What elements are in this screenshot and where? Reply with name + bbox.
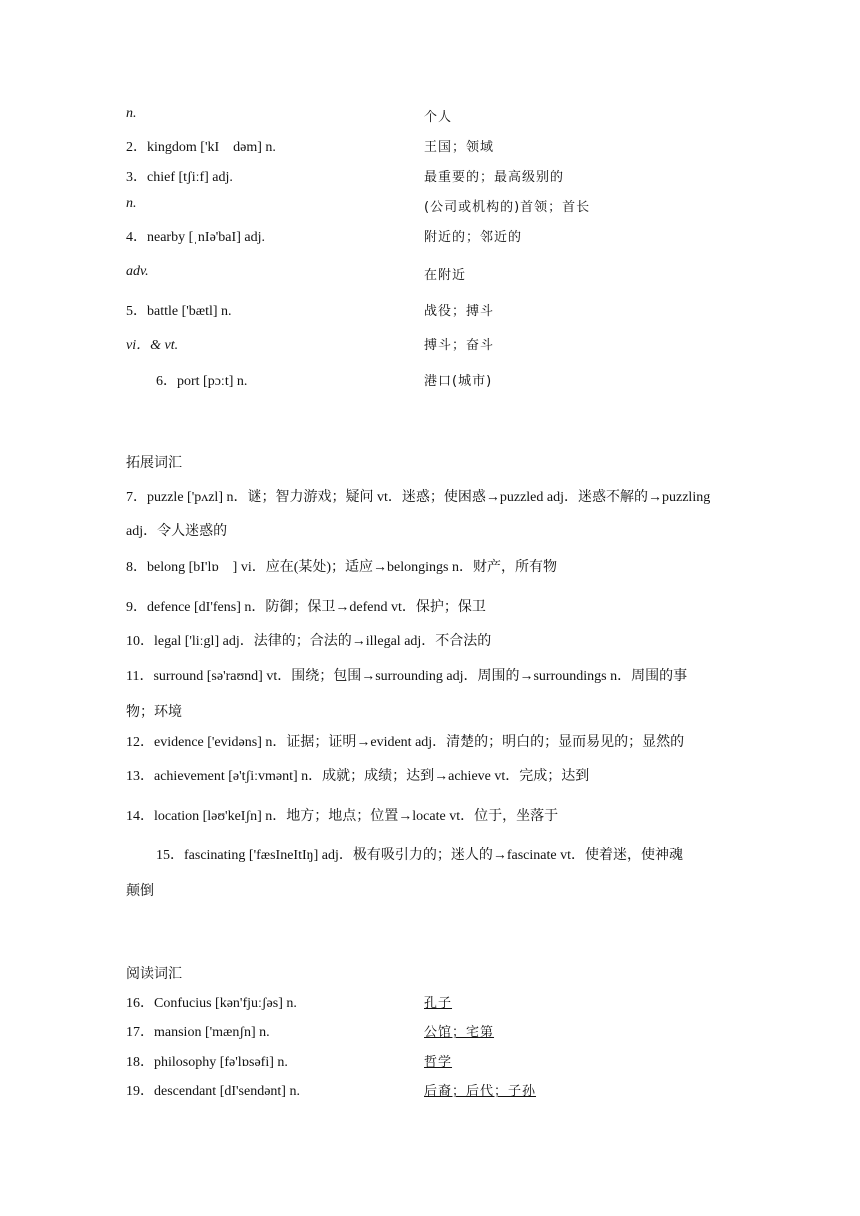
entry-confucius: 16．Confucius [kən'fjuːʃəs] n. <box>126 996 297 1011</box>
entry-location: 14．location [ləʊ'keIʃn] n．地方；地点；位置→locate vt．位于，坐落于 <box>126 809 559 824</box>
entry-fascinating: 15．fascinating ['fæsIneItIŋ] adj．极有吸引力的；迷人的→fascinate vt．使着迷，使神魂 <box>156 848 683 863</box>
entry-meaning: 附近的；邻近的 <box>424 230 523 245</box>
entry-mansion: 17．mansion ['mænʃn] n. <box>126 1025 270 1040</box>
entry-meaning: 后裔；后代；子孙 <box>424 1084 537 1099</box>
section-heading-read: 阅读词汇 <box>126 966 182 982</box>
entry-n-label: n. <box>126 196 137 211</box>
entry-belong: 8．belong [bI'lɒ ] vi．应在(某处)；适应→belongings n．财产，所有物 <box>126 560 557 575</box>
entry-meaning: 最重要的；最高级别的 <box>424 170 565 185</box>
entry-meaning: 战役；搏斗 <box>424 304 495 319</box>
entry-meaning: 港口(城市) <box>424 374 493 389</box>
entry-nearby: 4．nearby [ˌnIə'baI] adj. <box>126 230 265 245</box>
entry-legal: 10．legal ['liːgl] adj．法律的；合法的→illegal adj．不合法的 <box>126 634 492 649</box>
section-heading-extend: 拓展词汇 <box>126 455 182 471</box>
entry-meaning: 个人 <box>424 110 453 125</box>
entry-achievement: 13．achievement [ə'tʃiːvmənt] n．成就；成绩；达到→achieve vt．完成；达到 <box>126 769 590 784</box>
entry-meaning: 孔子 <box>424 996 453 1011</box>
entry-fascinating-cont: 颠倒 <box>126 884 154 899</box>
entry-descendant: 19．descendant [dI'sendənt] n. <box>126 1084 300 1099</box>
entry-defence: 9．defence [dI'fens] n．防御；保卫→defend vt．保护；保卫 <box>126 600 486 615</box>
entry-meaning: 搏斗；奋斗 <box>424 338 495 353</box>
entry-battle: 5．battle ['bætl] n. <box>126 304 232 319</box>
entry-meaning: 哲学 <box>424 1055 453 1070</box>
entry-meaning: 公馆；宅第 <box>424 1025 495 1040</box>
entry-meaning: 王国；领域 <box>424 140 495 155</box>
entry-meaning: (公司或机构的)首领；首长 <box>424 200 591 215</box>
entry-surround: 11．surround [sə'raʊnd] vt．围绕；包围→surrounding adj．周围的→surroundings n．周围的事 <box>126 669 688 684</box>
entry-kingdom: 2．kingdom ['kI dəm] n. <box>126 140 276 155</box>
entry-chief: 3．chief [tʃiːf] adj. <box>126 170 233 185</box>
entry-meaning: 在附近 <box>424 268 467 283</box>
entry-surround-cont: 物；环境 <box>126 705 182 720</box>
entry-n-label: n. <box>126 106 137 121</box>
entry-puzzle-cont: adj．令人迷惑的 <box>126 524 228 539</box>
entry-puzzle: 7．puzzle ['pʌzl] n．谜；智力游戏；疑问 vt．迷惑；使困惑→puzzled adj．迷惑不解的→puzzling <box>126 490 711 505</box>
entry-evidence: 12．evidence ['evidəns] n．证据；证明→evident adj．清楚的；明白的；显而易见的；显然的 <box>126 735 685 750</box>
entry-adv-label: adv. <box>126 264 149 279</box>
entry-verb-label: vi．& vt. <box>126 338 179 353</box>
entry-philosophy: 18．philosophy [fə'lɒsəfi] n. <box>126 1055 288 1070</box>
entry-port: 6．port [pɔːt] n. <box>156 374 248 389</box>
